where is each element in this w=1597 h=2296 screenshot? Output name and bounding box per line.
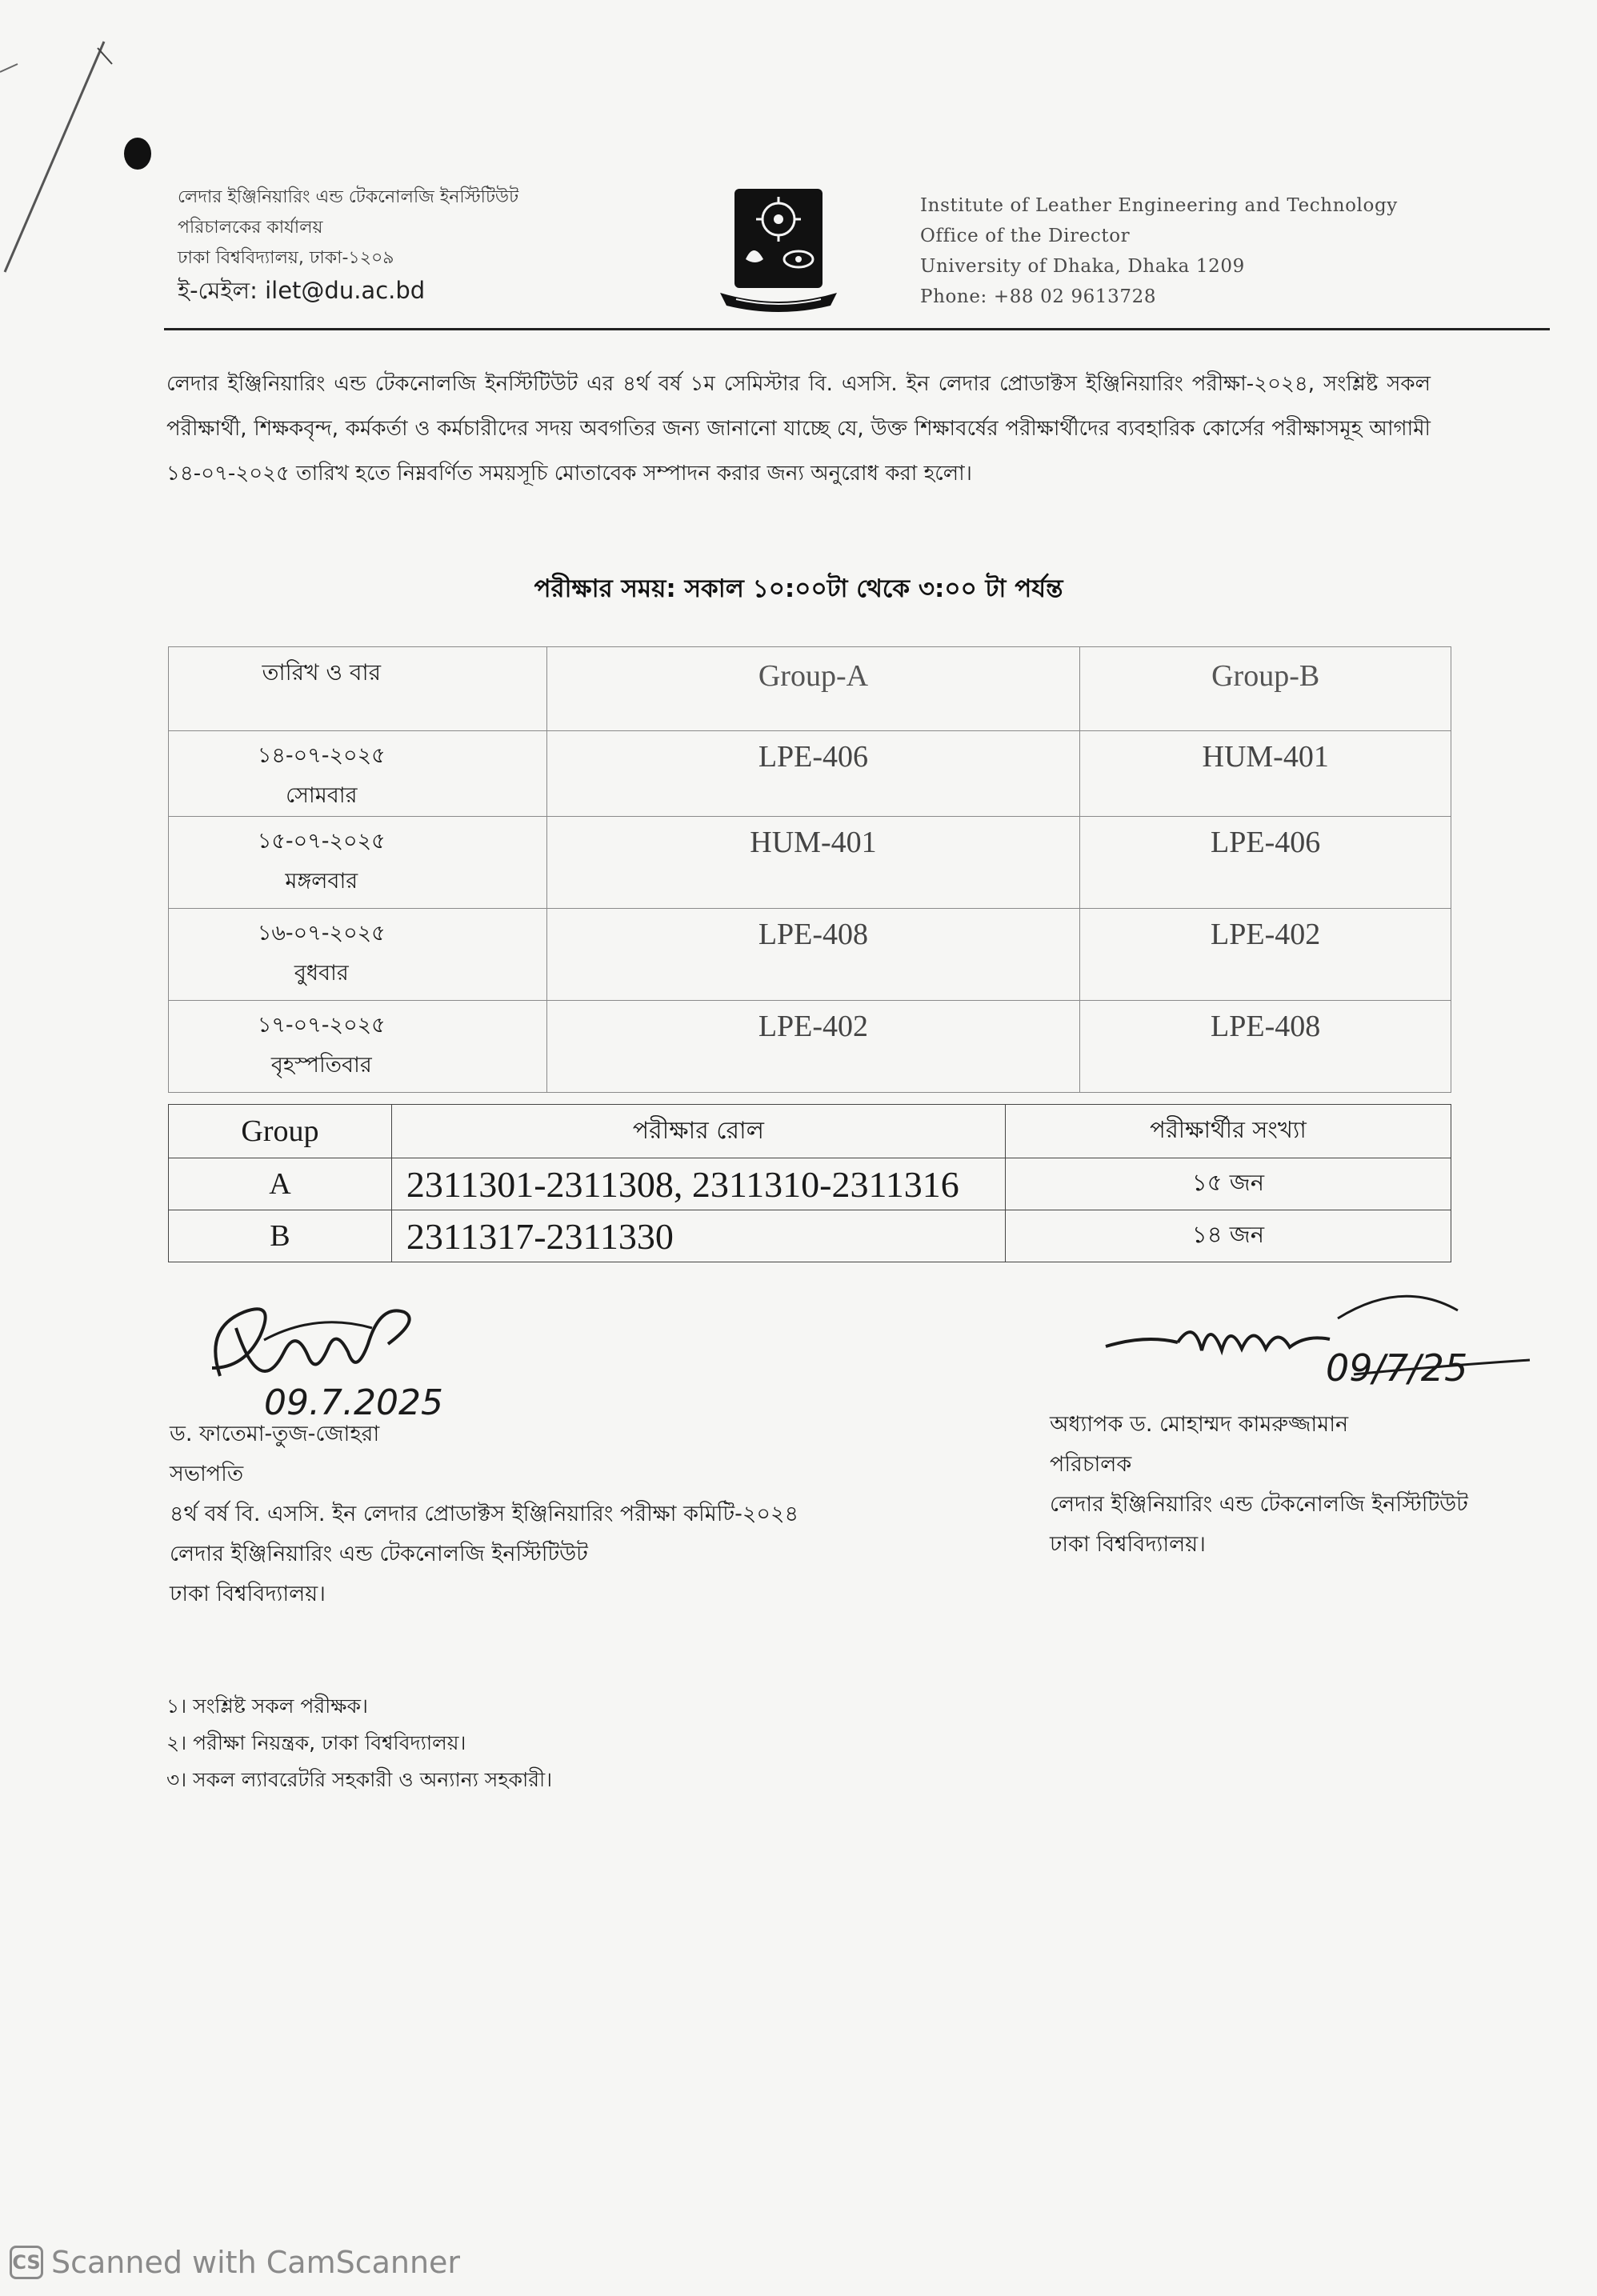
letterhead-office-en: Office of the Director bbox=[920, 226, 1131, 246]
exam-day: মঙ্গলবার bbox=[285, 869, 358, 894]
list-item: ১। সংশ্লিষ্ট সকল পরীক্ষক। bbox=[166, 1694, 368, 1718]
date-cell bbox=[169, 909, 547, 1001]
schedule-header-row bbox=[169, 647, 1451, 731]
exam-day: সোমবার bbox=[286, 783, 358, 808]
letterhead-phone: Phone: +88 02 9613728 bbox=[920, 286, 1157, 307]
header-group-b: Group-B bbox=[1080, 647, 1451, 731]
group-b-course: HUM-401 bbox=[1080, 731, 1451, 817]
group-b-course: LPE-406 bbox=[1080, 817, 1451, 909]
signature-right-date: 09/7/25 bbox=[1326, 1346, 1468, 1390]
camscanner-text: Scanned with CamScanner bbox=[51, 2245, 461, 2280]
exam-time-heading: পরীক্ষার সময়: সকাল ১০:০০টা থেকে ৩:০০ টা পর্যন্ত bbox=[534, 574, 1063, 603]
notice-body: লেদার ইঞ্জিনিয়ারিং এন্ড টেকনোলজি ইনস্টিটিউট এর ৪র্থ বর্ষ ১ম সেমিস্টার বি. এসসি. ইন লেদার প্রোডাক্টস ইঞ্জিনিয়ারিং পরীক্ষা-২০২৪, সংশ্লিষ্ট সকল পরীক্ষার্থী, শিক্ষকবৃন্দ, কর্মকর্তা ও কর্মচারীদের সদয় অবগতির জন্য জানানো যাচ্ছে যে, উক্ত শিক্ষাবর্ষের পরীক্ষার্থীদের ব্যবহারিক কোর্সের পরীক্ষাসমূহ আগামী ১৪-০৭-২০২৫ তারিখ হতে নিম্নবর্ণিত সময়সূচি মোতাবেক সম্পাদন করার জন্য অনুরোধ করা হলো। bbox=[166, 372, 1431, 486]
examinee-count: ১৪ জন bbox=[1005, 1210, 1451, 1262]
signatory-left-committee: ৪র্থ বর্ষ বি. এসসি. ইন লেদার প্রোডাক্টস ইঞ্জিনিয়ারিং পরীক্ষা কমিটি-২০২৪ bbox=[170, 1502, 799, 1526]
group-b-course: LPE-402 bbox=[1080, 909, 1451, 1001]
group-a-course: HUM-401 bbox=[546, 817, 1080, 909]
signatory-right-name: অধ্যাপক ড. মোহাম্মদ কামরুজ্জামান bbox=[1050, 1412, 1349, 1437]
exam-date: ১৭-০৭-২০২৫ bbox=[257, 1013, 386, 1038]
group-header-row bbox=[169, 1105, 1451, 1158]
exam-date: ১৬-০৭-২০২৫ bbox=[257, 921, 386, 946]
exam-day: বুধবার bbox=[294, 961, 349, 986]
exam-date: ১৪-০৭-২০২৫ bbox=[257, 743, 386, 768]
table-row bbox=[169, 909, 1451, 1001]
signatory-left-title: সভাপতি bbox=[170, 1462, 244, 1486]
group-a-course: LPE-406 bbox=[546, 731, 1080, 817]
examinee-count: ১৫ জন bbox=[1005, 1158, 1451, 1210]
letterhead-office-bn: পরিচালকের কার্যালয় bbox=[178, 218, 323, 238]
letterhead-bengali bbox=[178, 182, 518, 306]
letterhead-address-bn: ঢাকা বিশ্ববিদ্যালয়, ঢাকা-১২০৯ bbox=[178, 248, 394, 268]
header-roll: পরীক্ষার রোল bbox=[391, 1105, 1005, 1158]
roll-range: 2311301-2311308, 2311310-2311316 bbox=[391, 1158, 1005, 1210]
signatory-left-institute: লেদার ইঞ্জিনিয়ারিং এন্ড টেকনোলজি ইনস্টিটিউট bbox=[170, 1542, 588, 1566]
group-b-course: LPE-408 bbox=[1080, 1001, 1451, 1093]
group-roll-table bbox=[168, 1104, 1451, 1262]
punch-hole bbox=[124, 138, 151, 170]
table-row bbox=[169, 817, 1451, 909]
letterhead-institute-bn: লেদার ইঞ্জিনিয়ারিং এন্ড টেকনোলজি ইনস্টিটিউট bbox=[178, 187, 519, 207]
letterhead-institute-en: Institute of Leather Engineering and Technology bbox=[920, 195, 1398, 216]
header-date-day: তারিখ ও বার bbox=[169, 647, 547, 731]
signatory-left-name: ড. ফাতেমা-তুজ-জোহরা bbox=[170, 1422, 380, 1446]
exam-date: ১৫-০৭-২০২৫ bbox=[257, 829, 386, 854]
signatory-right-title: পরিচালক bbox=[1050, 1452, 1132, 1477]
copy-distribution-list bbox=[166, 1688, 552, 1798]
header-count: পরীক্ষার্থীর সংখ্যা bbox=[1005, 1105, 1451, 1158]
signatory-left-university: ঢাকা বিশ্ববিদ্যালয়। bbox=[170, 1582, 326, 1606]
exam-day: বৃহস্পতিবার bbox=[270, 1053, 372, 1078]
signature-left bbox=[188, 1280, 492, 1420]
signatory-left-block bbox=[170, 1414, 798, 1614]
list-item: ২। পরীক্ষা নিয়ন্ত্রক, ঢাকা বিশ্ববিদ্যালয়। bbox=[166, 1731, 466, 1754]
group-a-course: LPE-402 bbox=[546, 1001, 1080, 1093]
date-cell bbox=[169, 1001, 547, 1093]
letterhead-email: ই-মেইল: ilet@du.ac.bd bbox=[178, 277, 426, 304]
university-logo-icon bbox=[718, 186, 839, 312]
signatory-right-block bbox=[1050, 1405, 1468, 1565]
header-divider bbox=[164, 328, 1550, 330]
table-row bbox=[169, 1158, 1451, 1210]
camscanner-logo-icon: CS bbox=[10, 2246, 43, 2279]
letterhead-english bbox=[920, 190, 1398, 312]
date-cell bbox=[169, 731, 547, 817]
signature-right bbox=[1098, 1286, 1562, 1406]
header-group: Group bbox=[169, 1105, 392, 1158]
roll-range: 2311317-2311330 bbox=[391, 1210, 1005, 1262]
signatory-right-university: ঢাকা বিশ্ববিদ্যালয়। bbox=[1050, 1532, 1206, 1557]
table-row bbox=[169, 1001, 1451, 1093]
group-name: A bbox=[169, 1158, 392, 1210]
signatory-right-institute: লেদার ইঞ্জিনিয়ারিং এন্ড টেকনোলজি ইনস্টিটিউট bbox=[1050, 1492, 1468, 1517]
group-name: B bbox=[169, 1210, 392, 1262]
list-item: ৩। সকল ল্যাবরেটরি সহকারী ও অন্যান্য সহকারী। bbox=[166, 1768, 553, 1791]
camscanner-watermark bbox=[10, 2245, 460, 2280]
group-a-course: LPE-408 bbox=[546, 909, 1080, 1001]
header-group-a: Group-A bbox=[546, 647, 1080, 731]
table-row bbox=[169, 1210, 1451, 1262]
schedule-table bbox=[168, 646, 1451, 1093]
date-cell bbox=[169, 817, 547, 909]
letterhead-address-en: University of Dhaka, Dhaka 1209 bbox=[920, 256, 1245, 277]
table-row bbox=[169, 731, 1451, 817]
signature-left-date: 09.7.2025 bbox=[264, 1382, 443, 1420]
